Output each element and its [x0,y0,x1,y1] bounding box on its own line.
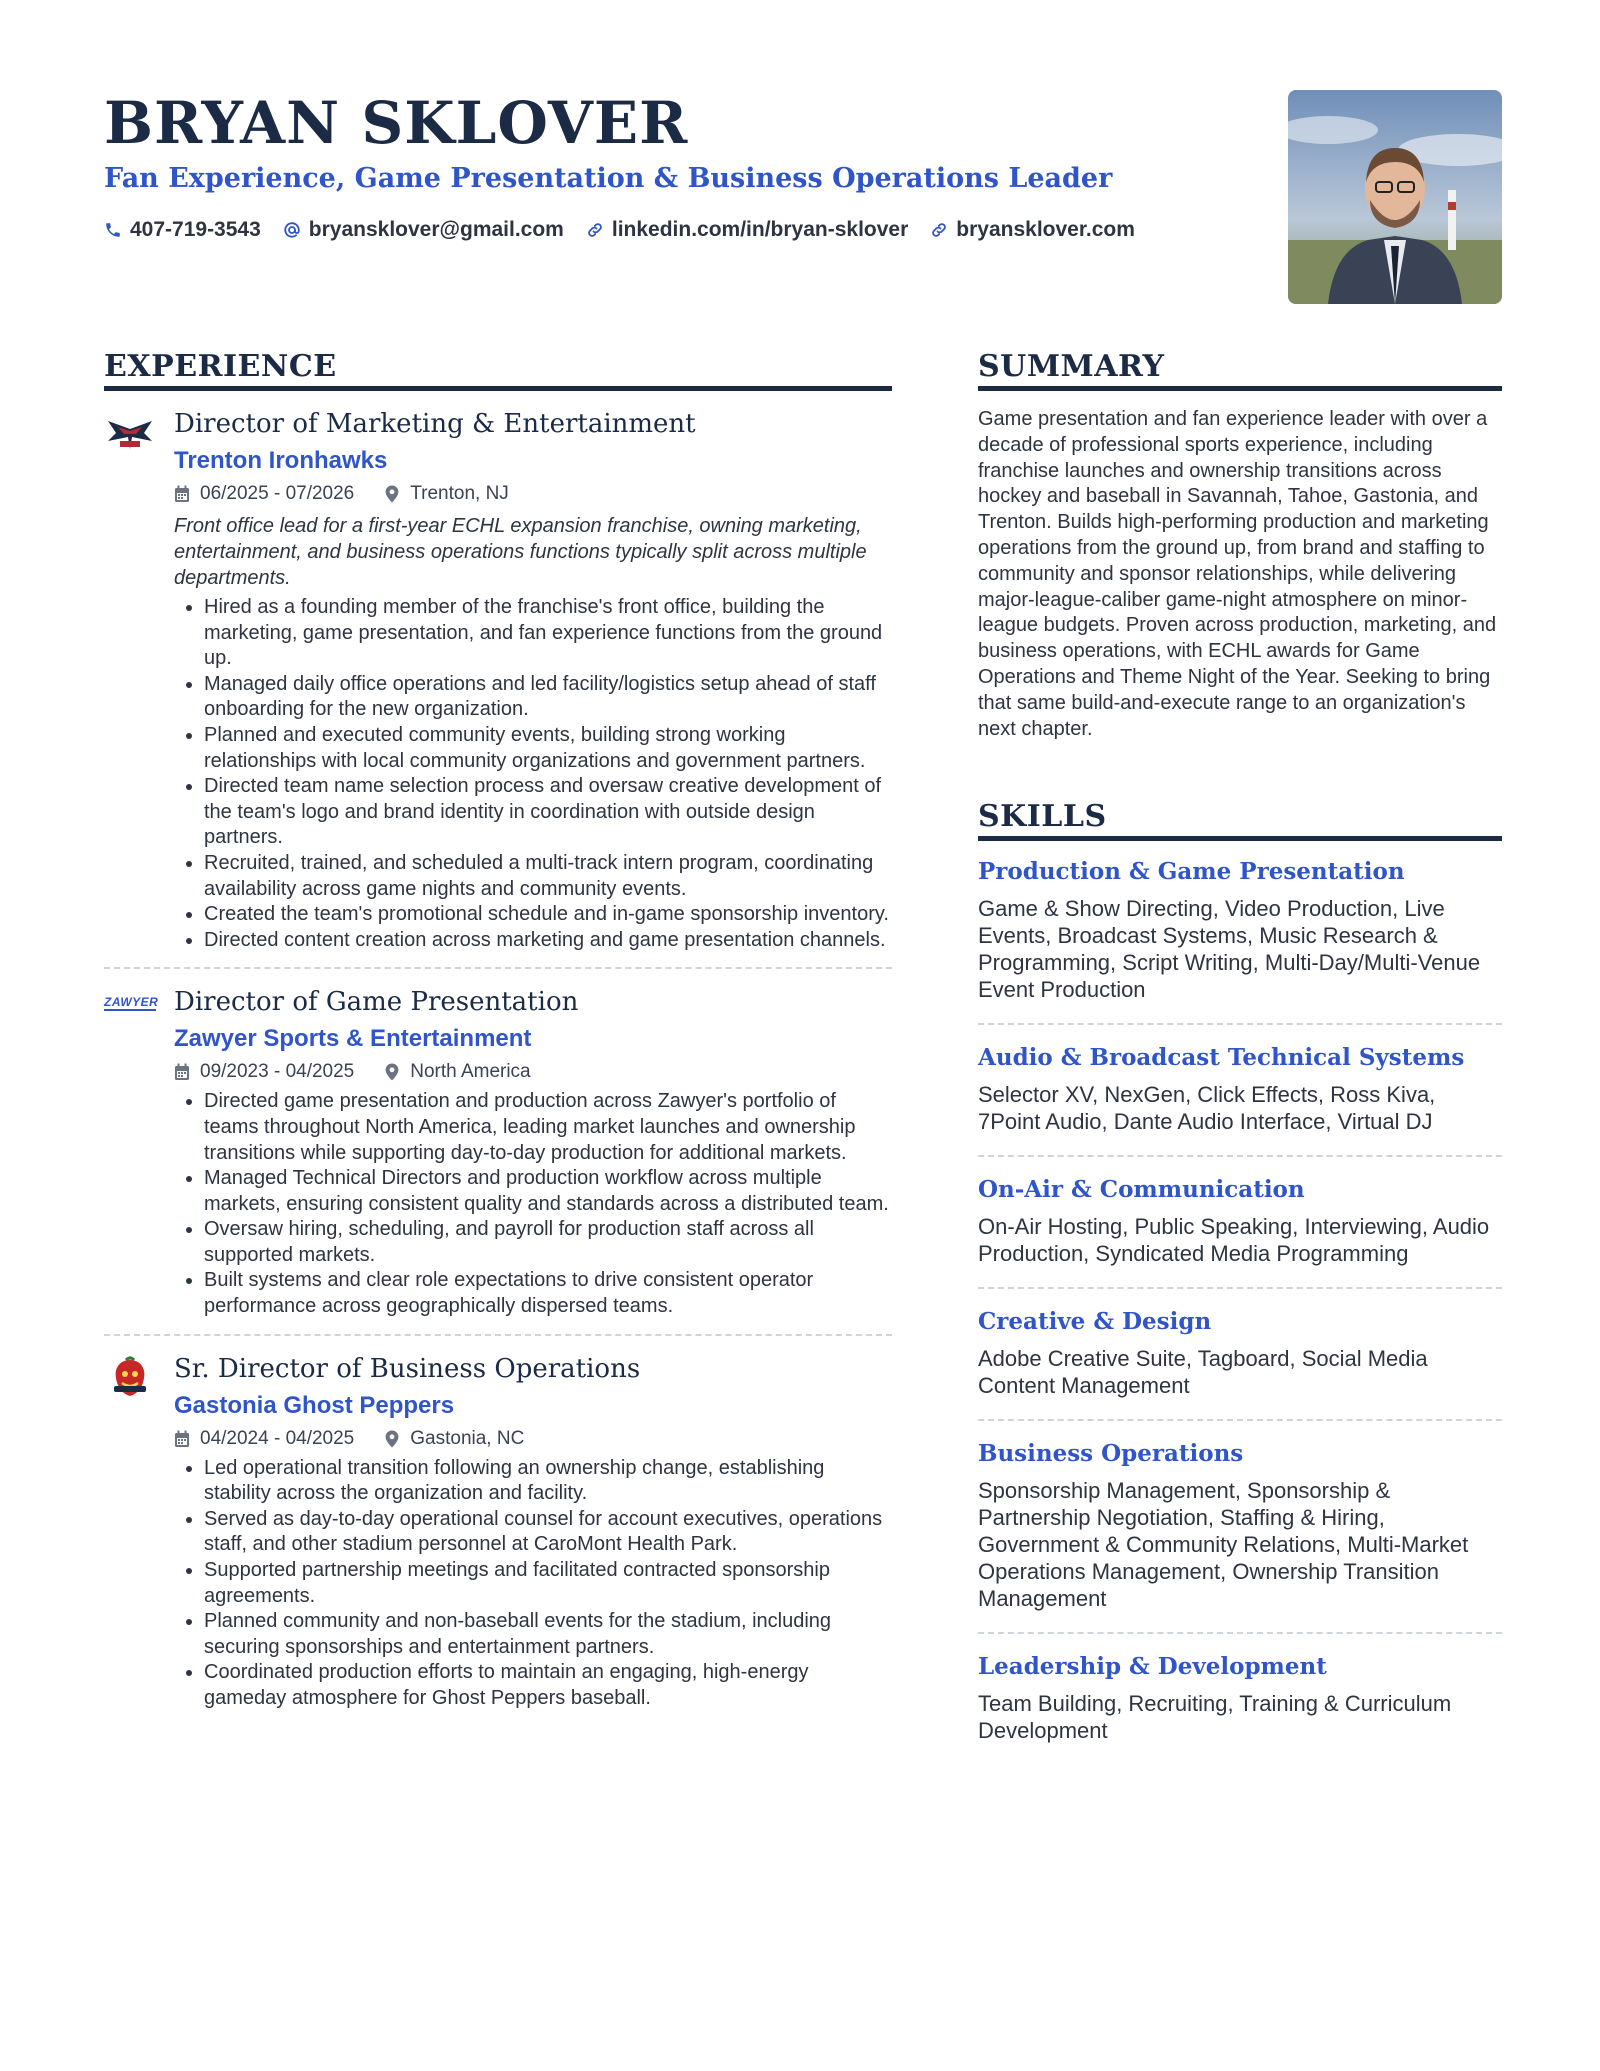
bullet-item: • Created the team's promotional schedule and in-game sponsorship inventory. [204,902,892,928]
location-pin-icon [384,485,400,503]
job-title: Director of Marketing & Entertainment [174,409,696,439]
job-title: Sr. Director of Business Operations [174,1353,641,1384]
location-pin-icon [384,1063,400,1081]
job-location [384,481,509,507]
skill-group-name: On-Air & Communication [978,1176,1305,1204]
skill-group-name: Audio & Broadcast Technical Systems [978,1044,1465,1072]
skill-group [978,1307,1502,1399]
summary-text: Game presentation and fan experience leader with over a decade of professional sports experience, including franchise launches and ownership transitions across hockey and baseball in Savannah, Tahoe, Gastonia, and Trenton. Builds high-performing production and marketing operations from the ground up, from brand and staffing to community and sponsor relationships, while delivering major-league-caliber game-night atmosphere on minor-league budgets. Proven across production, marketing, and business operations, with ECHL awards for Game Operations and Theme Night of the Year. Seeking to bring that same build-and-execute range to an organization's next chapter. [978,408,1497,740]
skill-group-name: Business Operations [978,1440,1244,1468]
job-dates-text: 06/2025 - 07/2026 [200,483,355,504]
bullet-item: • Oversaw hiring, scheduling, and payroll for production staff across all supported markets. [204,1217,892,1268]
experience-heading: EXPERIENCE [104,348,892,391]
skills-heading: SKILLS [978,798,1502,841]
skills-list [978,857,1502,1744]
job-bullets [174,595,892,953]
job-meta [174,1059,892,1085]
bullet-item: • Directed game presentation and production across Zawyer's portfolio of teams throughout North America, leading market launches and ownership transitions while supporting day-to-day production for additional markets. [204,1089,892,1166]
location-pin-icon [384,1430,400,1448]
phone-text: 407-719-3543 [130,218,261,241]
job-bullets [174,1089,892,1319]
experience-item [104,985,892,1319]
job-company: Zawyer Sports & Entertainment [174,1025,532,1053]
skill-group-name: Leadership & Development [978,1653,1327,1681]
job-bullets [174,1456,892,1712]
job-dates-text: 09/2023 - 04/2025 [200,1061,355,1083]
link-icon [586,221,604,239]
skill-group-list: Selector XV, NexGen, Click Effects, Ross Kiva, 7Point Audio, Dante Audio Interface, Virtual DJ [978,1082,1436,1135]
skill-group-name: Creative & Design [978,1308,1212,1336]
resume-header [104,90,1264,242]
left-column [104,348,892,1712]
skill-group-name: Production & Game Presentation [978,858,1405,886]
zawyer-logo-text: ZAWYER [104,995,159,1010]
contact-bar [104,218,1264,242]
job-dates [174,481,354,507]
job-dates [174,1059,354,1085]
job-dates-text: 04/2024 - 04/2025 [200,1427,355,1449]
calendar-icon [174,1430,190,1448]
job-location-text: Gastonia, NC [410,1427,525,1449]
skill-divider [978,1632,1502,1634]
bullet-item: • Hired as a founding member of the franchise's front office, building the marketing, game presentation, and fan experience functions from the ground up. [204,595,892,672]
job-location-text: Trenton, NJ [410,483,509,504]
job-title: Director of Game Presentation [174,987,579,1018]
experience-item [104,407,892,953]
contact-email[interactable] [283,218,564,242]
bullet-item: • Planned and executed community events, building strong working relationships with local community organizations and government partners. [204,723,892,774]
right-column [978,348,1502,1744]
bullet-item: • Served as day-to-day operational counsel for account executives, operations staff, and other stadium personnel at CaroMont Health Park. [204,1507,892,1558]
bullet-item: • Managed daily office operations and led facility/logistics setup ahead of staff onboarding for the new organization. [204,672,892,723]
skill-group [978,1439,1502,1612]
skill-group [978,857,1502,1003]
job-description: Front office lead for a first-year ECHL expansion franchise, owning marketing, entertainment, and business operations functions typically split across multiple departments. [174,515,867,589]
job-meta [174,481,892,507]
candidate-name: BRYAN SKLOVER [104,89,689,157]
email-text: bryansklover@gmail.com [308,218,564,241]
skill-divider [978,1287,1502,1289]
skill-group-list: Adobe Creative Suite, Tagboard, Social Media Content Management [978,1346,1428,1399]
experience-divider [104,1334,892,1336]
calendar-icon [174,485,190,503]
calendar-icon [174,1063,190,1081]
skill-group [978,1175,1502,1267]
phone-icon [104,221,122,239]
skill-group [978,1652,1502,1744]
skill-divider [978,1023,1502,1025]
skill-group [978,1043,1502,1135]
experience-item [104,1352,892,1712]
skill-divider [978,1419,1502,1421]
skill-group-list: Game & Show Directing, Video Production, Live Events, Broadcast Systems, Music Research & Programming, Script Writing, Multi-Day/Multi-Venue Event Production [978,896,1481,1003]
experience-divider [104,967,892,969]
skill-group-list: Team Building, Recruiting, Training & Curriculum Development [978,1691,1452,1744]
linkedin-text: linkedin.com/in/bryan-sklover [611,218,909,241]
contact-phone[interactable] [104,218,261,242]
bullet-item: • Led operational transition following an ownership change, establishing stability across the organization and facility. [204,1456,892,1507]
website-text: bryansklover.com [956,218,1135,241]
job-location-text: North America [410,1061,531,1083]
job-company: Trenton Ironhawks [174,447,388,474]
skill-group-list: On-Air Hosting, Public Speaking, Interviewing, Audio Production, Syndicated Media Programming [978,1214,1490,1267]
job-meta [174,1426,892,1452]
bullet-item: • Directed content creation across marketing and game presentation channels. [204,928,892,954]
bullet-item: • Supported partnership meetings and facilitated contracted sponsorship agreements. [204,1558,892,1609]
bullet-item: • Directed team name selection process and oversaw creative development of the team's logo and brand identity in coordination with outside design partners. [204,774,892,851]
link-icon [930,221,948,239]
bullet-item: • Built systems and clear role expectations to drive consistent operator performance across geographically dispersed teams. [204,1268,892,1319]
summary-heading: SUMMARY [978,348,1502,391]
skill-group-list: Sponsorship Management, Sponsorship & Partnership Negotiation, Staffing & Hiring, Government & Community Relations, Multi-Market Operations Management, Ownership Transition Management [978,1478,1469,1612]
skill-divider [978,1155,1502,1157]
ghost-peppers-logo-icon [104,1356,156,1400]
bullet-item: • Planned community and non-baseball events for the stadium, including securing sponsorships and entertainment partners. [204,1609,892,1660]
contact-linkedin[interactable] [586,218,908,242]
at-sign-icon [283,221,301,239]
ironhawks-logo-icon [104,411,156,455]
profile-photo [1288,90,1502,304]
job-dates [174,1426,354,1452]
bullet-item: • Recruited, trained, and scheduled a multi-track intern program, coordinating availability across game nights and community events. [204,851,892,902]
candidate-headline: Fan Experience, Game Presentation & Business Operations Leader [104,163,1113,194]
zawyer-logo-icon [104,995,159,1039]
contact-website[interactable] [930,218,1135,242]
job-location [384,1059,530,1085]
job-location [384,1426,524,1452]
job-company: Gastonia Ghost Peppers [174,1391,455,1419]
bullet-item: • Managed Technical Directors and production workflow across multiple markets, ensuring consistent quality and standards across a distributed team. [204,1166,892,1217]
bullet-item: • Coordinated production efforts to maintain an engaging, high-energy gameday atmosphere for Ghost Peppers baseball. [204,1660,892,1711]
